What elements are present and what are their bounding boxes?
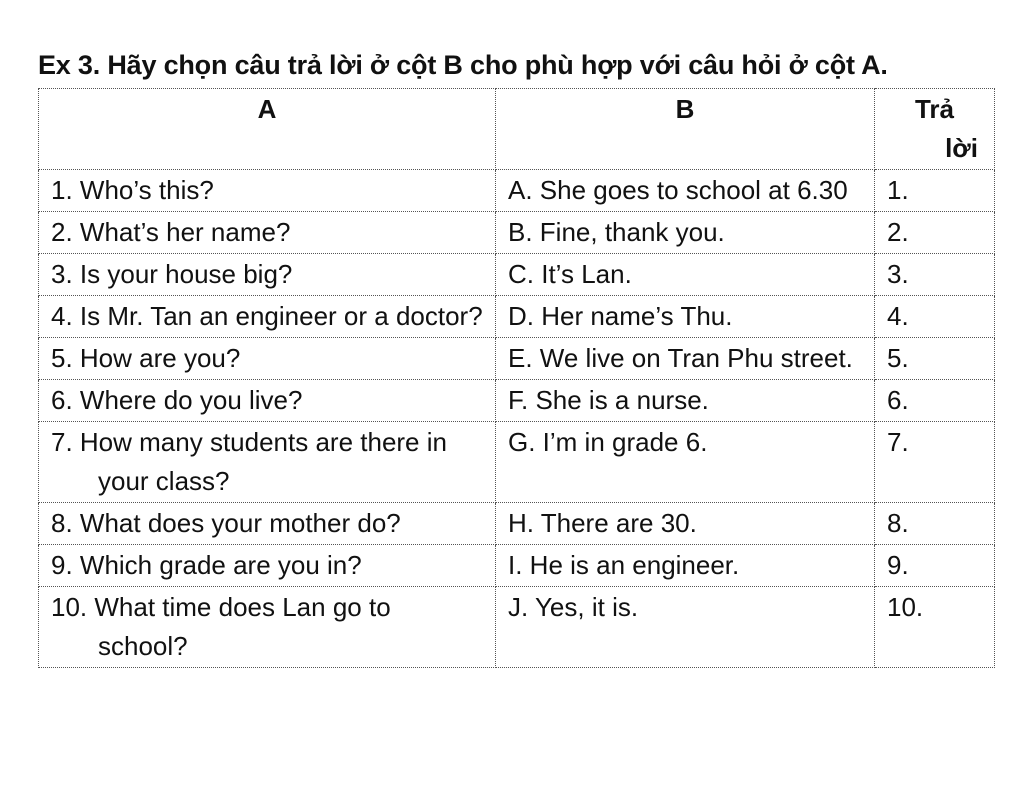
option-cell — [496, 254, 875, 296]
exercise-title: Ex 3. Hãy chọn câu trả lời ở cột B cho phù hợp với câu hỏi ở cột A. — [38, 50, 888, 80]
answer-cell[interactable]: 1. — [875, 170, 995, 212]
option-cell — [496, 422, 875, 503]
question-cell — [39, 254, 496, 296]
option-cell — [496, 212, 875, 254]
table-row — [39, 587, 995, 668]
question-cell — [39, 170, 496, 212]
option-cell — [496, 380, 875, 422]
question-cell — [39, 338, 496, 380]
question-cell — [39, 503, 496, 545]
question-cell — [39, 422, 496, 503]
answer-cell[interactable]: 6. — [875, 380, 995, 422]
question-cell — [39, 545, 496, 587]
question-text: 1. Who’s this? — [51, 175, 214, 205]
question-text: 6. Where do you live? — [51, 385, 303, 415]
answer-cell[interactable]: 8. — [875, 503, 995, 545]
option-cell — [496, 338, 875, 380]
answer-cell[interactable]: 2. — [875, 212, 995, 254]
option-text: G. I’m in grade 6. — [508, 427, 708, 457]
answer-header-line1: Trả — [914, 94, 955, 124]
table-row — [39, 212, 995, 254]
option-text: F. She is a nurse. — [508, 385, 709, 415]
table-row — [39, 254, 995, 296]
option-text: I. He is an engineer. — [508, 550, 740, 580]
option-cell — [496, 503, 875, 545]
question-cell — [39, 296, 496, 338]
option-cell — [496, 587, 875, 668]
question-text: 4. Is Mr. Tan an engineer or a doctor? — [51, 301, 483, 331]
table-row — [39, 422, 995, 503]
option-text: A. She goes to school at 6.30 — [508, 175, 848, 205]
option-cell — [496, 170, 875, 212]
question-text: 2. What’s her name? — [51, 217, 291, 247]
table-row — [39, 545, 995, 587]
answer-header-line2: lời — [945, 133, 978, 163]
answer-cell[interactable]: 9. — [875, 545, 995, 587]
question-text: 5. How are you? — [51, 343, 241, 373]
option-text: E. We live on Tran Phu street. — [508, 343, 853, 373]
table-row — [39, 503, 995, 545]
table-row — [39, 338, 995, 380]
table-row — [39, 170, 995, 212]
column-a-header: A — [39, 89, 496, 170]
option-text: D. Her name’s Thu. — [508, 301, 733, 331]
question-text: 7. How many students are there in your class? — [51, 427, 447, 496]
question-cell — [39, 212, 496, 254]
answer-cell[interactable]: 5. — [875, 338, 995, 380]
table-row — [39, 296, 995, 338]
question-cell — [39, 587, 496, 668]
table-row — [39, 380, 995, 422]
option-text: C. It’s Lan. — [508, 259, 632, 289]
answer-cell[interactable]: 3. — [875, 254, 995, 296]
option-cell — [496, 545, 875, 587]
answer-cell[interactable]: 10. — [875, 587, 995, 668]
answer-cell[interactable]: 4. — [875, 296, 995, 338]
answer-cell[interactable]: 7. — [875, 422, 995, 503]
question-cell — [39, 380, 496, 422]
question-text: 8. What does your mother do? — [51, 508, 401, 538]
option-cell — [496, 296, 875, 338]
option-text: J. Yes, it is. — [508, 592, 639, 622]
question-text: 9. Which grade are you in? — [51, 550, 362, 580]
option-text: H. There are 30. — [508, 508, 697, 538]
option-text: B. Fine, thank you. — [508, 217, 725, 247]
answer-column-header — [875, 89, 995, 170]
question-text: 3. Is your house big? — [51, 259, 293, 289]
question-text: 10. What time does Lan go to school? — [51, 592, 391, 661]
matching-table — [38, 88, 995, 668]
header-row — [39, 89, 995, 170]
column-b-header: B — [496, 89, 875, 170]
